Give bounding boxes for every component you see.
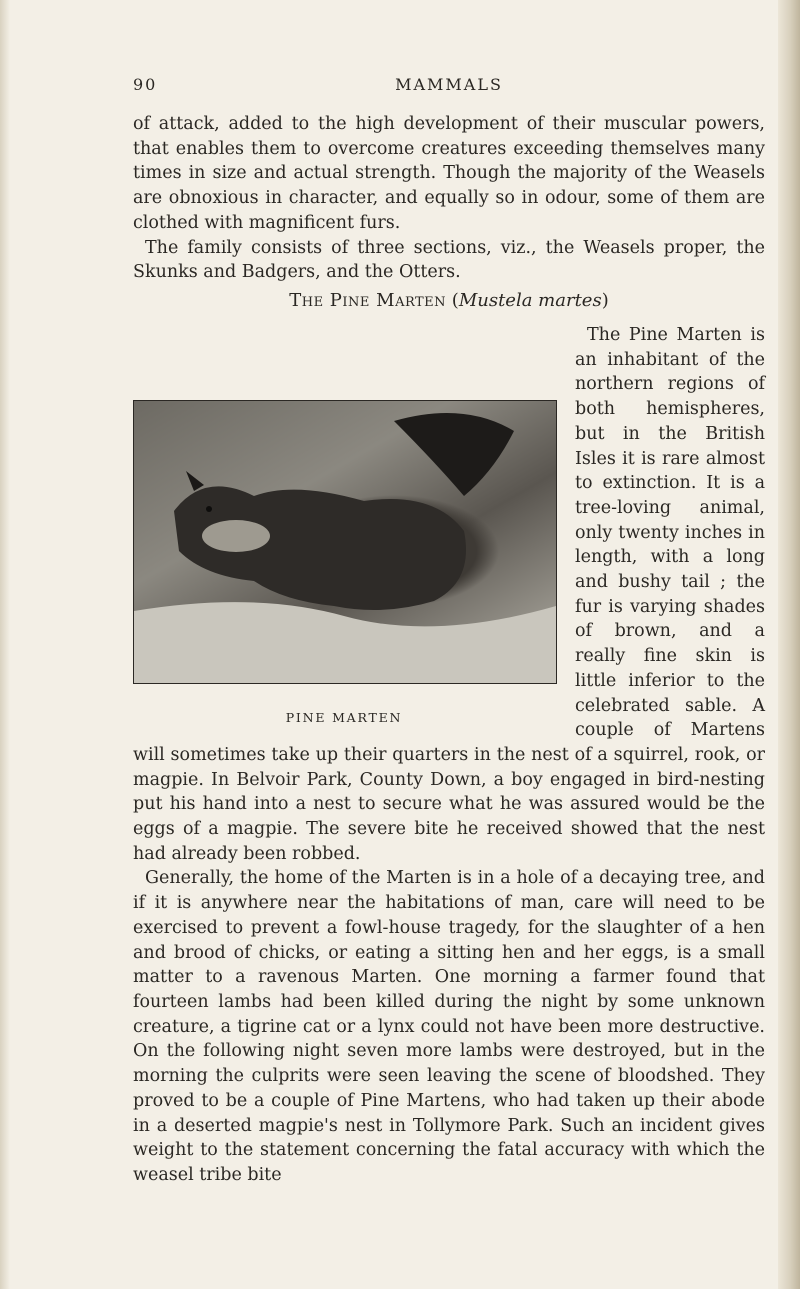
figure-container <box>133 323 561 723</box>
page-number: 90 <box>133 75 158 94</box>
figure-caption: PINE MARTEN <box>285 710 403 725</box>
intro-text <box>133 112 765 285</box>
section-paragraph-2: Generally, the home of the Marten is in a hole of a decaying tree, and if it is anywhere near the habitations of man, care will need to be exercised to prevent a fowl-house tragedy, for the slaughter of a hen and brood of chicks, or eating a sitting hen and her eggs, is a small matter to a ravenous Marten. One morning a farmer found that fourteen lambs had been killed during the night by some unknown creature, a tigrine cat or a lynx could not have been more destructive. On the following night seven more lambs were destroyed, but in the morning the culprits were seen leaving the scene of bloodshed. They proved to be a couple of Pine Martens, who had taken up their abode in a deserted magpie's nest in Tollymore Park. Such an incident gives weight to the statement concerning the fatal accuracy with which the weasel tribe bite <box>133 868 765 1185</box>
section-title: The Pine Marten <box>289 290 447 311</box>
section-text <box>133 323 765 1188</box>
page-header <box>133 75 765 101</box>
latin-name: Mustela martes <box>458 290 602 311</box>
page-gutter-shadow <box>0 0 10 1289</box>
section-heading: The Pine Marten (Mustela martes) <box>289 290 609 311</box>
marten-eye <box>206 506 212 512</box>
page-edge-shadow <box>778 0 800 1289</box>
marten-throat-patch <box>202 520 270 552</box>
ground-shape <box>134 602 556 683</box>
marten-tail-shape <box>394 413 514 496</box>
intro-paragraph-2: The family consists of three sections, viz., the Weasels proper, the Skunks and Badgers, and the Otters. <box>133 237 765 283</box>
running-head: MAMMALS <box>395 75 503 94</box>
section-paragraph-1: The Pine Marten is an inhabitant of the northern regions of both hemispheres, but in the British Isles it is rare almost to extinction. It is a tree-loving animal, only twenty inches in length, with a long and bushy tail ; the fur is varying shades of brown, and a really fine skin is little inferior to the celebrated sable. A couple of Martens will sometimes take up their quarters in the nest of a squirrel, rook, or magpie. In Belvoir Park, County Down, a boy engaged in bird-nesting put his hand into a nest to secure what he was assured would be the eggs of a magpie. The severe bite he received showed that the nest had already been robbed. <box>133 325 765 864</box>
marten-ear <box>186 471 204 491</box>
marten-illustration <box>134 401 556 683</box>
pine-marten-photo <box>133 400 557 684</box>
intro-paragraph-1: of attack, added to the high development of their muscular powers, that enables them to overcome creatures exceeding themselves many times in size and actual strength. Though the majority of the Weasels are obnoxious in character, and equally so in odour, some of them are clothed with magnificent furs. <box>133 114 765 233</box>
